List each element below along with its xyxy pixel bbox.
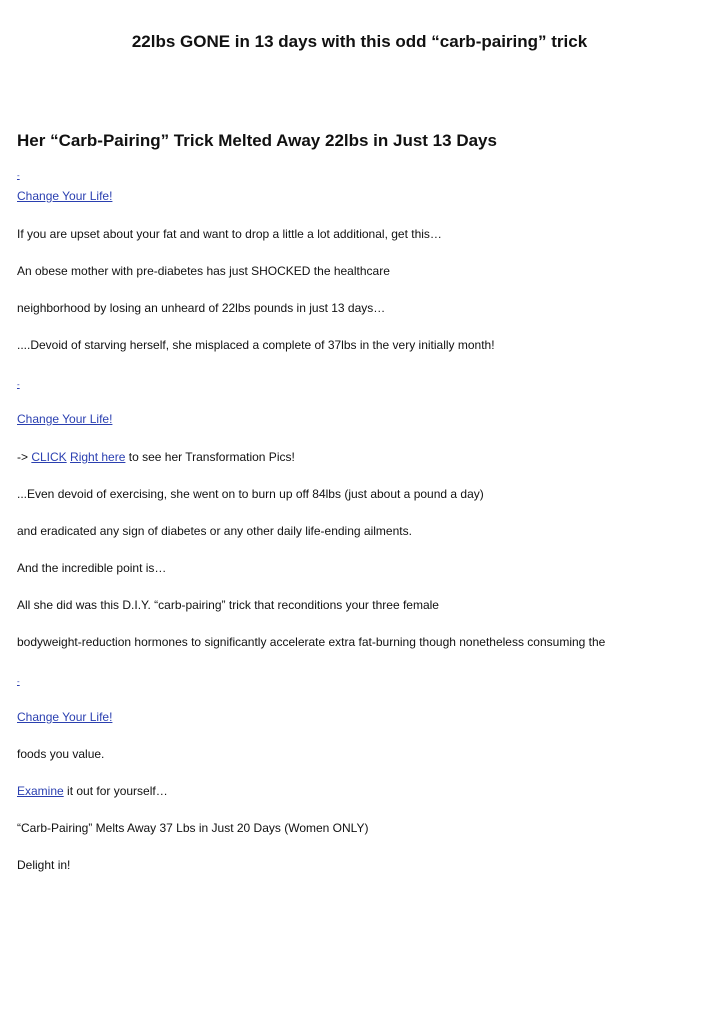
click-link[interactable]: CLICK <box>31 450 67 464</box>
dash-link-3[interactable]: - <box>17 677 20 686</box>
change-your-life-link-3[interactable]: Change Your Life! <box>17 710 113 724</box>
paragraph-8: And the incredible point is… <box>17 561 167 575</box>
article-heading: Her “Carb-Pairing” Trick Melted Away 22lbs in Just 13 Days <box>17 131 497 150</box>
page-title: 22lbs GONE in 13 days with this odd “carb-pairing” trick <box>131 32 588 51</box>
right-here-link[interactable]: Right here <box>70 450 126 464</box>
examine-link[interactable]: Examine <box>17 784 64 798</box>
paragraph-2: An obese mother with pre-diabetes has just SHOCKED the healthcare <box>17 264 390 278</box>
paragraph-4: ....Devoid of starving herself, she misplaced a complete of 37lbs in the very initially month! <box>17 338 495 352</box>
paragraph-9: All she did was this D.I.Y. “carb-pairing” trick that reconditions your three female <box>17 598 439 612</box>
paragraph-1: If you are upset about your fat and want to drop a little a lot additional, get this… <box>17 227 442 241</box>
cta-line-1 <box>17 189 112 204</box>
paragraph-12-suffix: it out for yourself… <box>63 784 168 798</box>
paragraph-12 <box>17 784 168 799</box>
change-your-life-link-2[interactable]: Change Your Life! <box>17 412 113 426</box>
paragraph-7: and eradicated any sign of diabetes or any other daily life-ending ailments. <box>17 524 412 538</box>
paragraph-13: “Carb-Pairing” Melts Away 37 Lbs in Just 20 Days (Women ONLY) <box>17 821 369 835</box>
paragraph-11: foods you value. <box>17 747 105 761</box>
paragraph-5 <box>17 450 295 465</box>
paragraph-14: Delight in! <box>17 858 71 872</box>
dash-link-1[interactable]: - <box>17 171 20 180</box>
cta-line-2 <box>17 412 112 427</box>
cta-line-3 <box>17 710 112 725</box>
change-your-life-link-1[interactable]: Change Your Life! <box>17 189 113 203</box>
paragraph-10: bodyweight-reduction hormones to significantly accelerate extra fat-burning though nonetheless consuming the <box>17 635 606 649</box>
paragraph-5-suffix: to see her Transformation Pics! <box>125 450 295 464</box>
paragraph-6: ...Even devoid of exercising, she went on to burn up off 84lbs (just about a pound a day) <box>17 487 484 501</box>
arrow-prefix: -> <box>17 450 32 464</box>
paragraph-3: neighborhood by losing an unheard of 22lbs pounds in just 13 days… <box>17 301 386 315</box>
dash-link-2[interactable]: - <box>17 380 20 389</box>
